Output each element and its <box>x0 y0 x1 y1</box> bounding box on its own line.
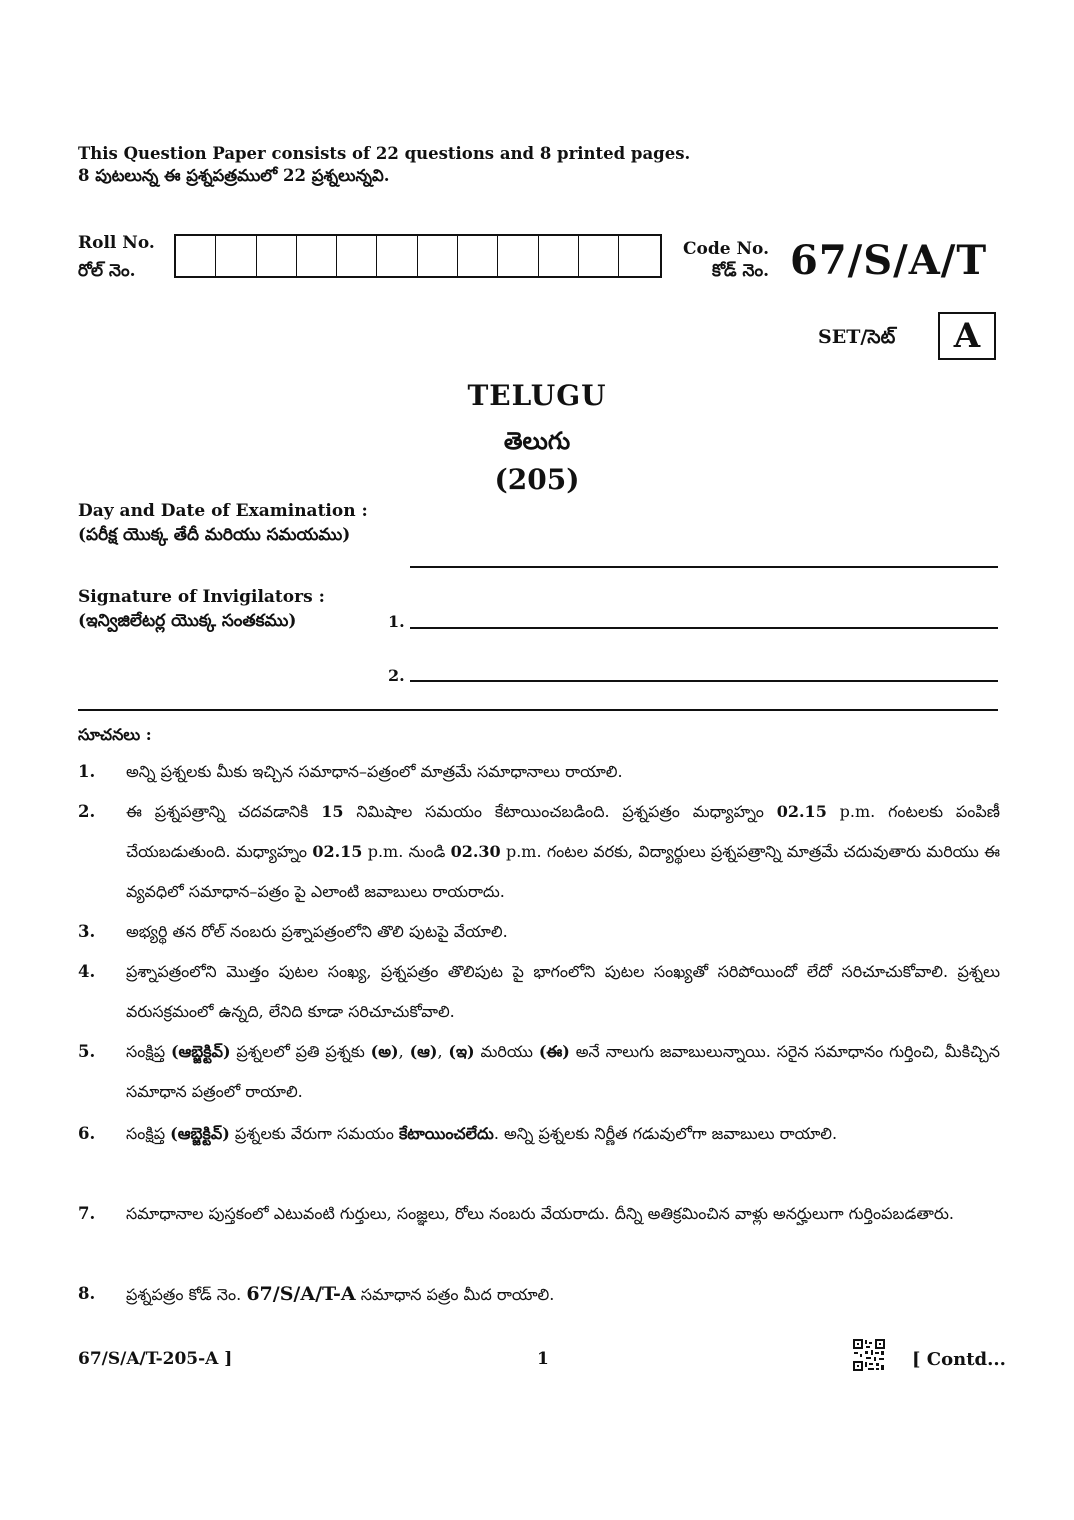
roll-number-label <box>78 229 155 285</box>
invigilators-label-telugu: (ఇన్విజిలేటర్ల యొక్క సంతకము) <box>78 611 297 631</box>
instruction-text: సమాధానాల పుస్తకంలో ఎటువంటి గుర్తులు, సంజ్ఞలు, రోలు నంబరు వేయరాదు. దీన్ని అతిక్రమించిన వాళ్లు అనర్హులుగా గుర్తింపబడతారు. <box>126 1204 954 1223</box>
roll-digit-box[interactable] <box>579 236 619 276</box>
invigilator-2-signature-line[interactable] <box>410 680 998 682</box>
roll-digit-box[interactable] <box>458 236 498 276</box>
subject-title-english: TELUGU <box>467 379 607 412</box>
code-label-telugu: కోడ్ నెం. <box>712 261 769 281</box>
qr-code-icon <box>852 1338 886 1372</box>
instruction-number: 8. <box>78 1284 96 1303</box>
instruction-text: సంక్షిప్త (ఆబ్జెక్టివ్) ప్రశ్నలకు వేరుగా సమయం కేటాయించలేదు. అన్ని ప్రశ్నలకు నిర్ణీత గడువులోగా జవాబులు రాయాలి. <box>126 1124 838 1143</box>
instruction-number: 2. <box>78 802 96 821</box>
subject-title-telugu: తెలుగు <box>503 426 571 455</box>
roll-number-boxes[interactable] <box>174 234 662 278</box>
instruction-text: ప్రశ్నపత్రం కోడ్ నెం. 67/S/A/T-A సమాధాన పత్రం మీద రాయాలి. <box>126 1283 555 1305</box>
roll-digit-box[interactable] <box>377 236 417 276</box>
roll-digit-box[interactable] <box>297 236 337 276</box>
instruction-text: అభ్యర్థి తన రోల్ నంబరు ప్రశ్నాపత్రంలోని తొలి పుటపై వేయాలి. <box>126 922 508 941</box>
footer-paper-code: 67/S/A/T-205-A ] <box>78 1349 233 1369</box>
instruction-number: 4. <box>78 962 96 981</box>
invigilator-1-signature-line[interactable] <box>410 627 998 629</box>
code-number-label <box>683 238 769 282</box>
invigilators-label <box>78 585 325 633</box>
set-label: SET/సెట్ <box>818 326 896 348</box>
code-label-english: Code No. <box>683 239 769 259</box>
instruction-text: అన్ని ప్రశ్నలకు మీకు ఇచ్చిన సమాధాన–పత్రంలో మాత్రమే సమాధానాలు రాయాలి. <box>126 762 623 781</box>
subject-code: (205) <box>494 463 580 496</box>
set-value-box: A <box>938 312 996 360</box>
roll-digit-box[interactable] <box>539 236 579 276</box>
roll-digit-box[interactable] <box>418 236 458 276</box>
invigilators-label-english: Signature of Invigilators : <box>78 587 325 607</box>
roll-label-english: Roll No. <box>78 233 155 253</box>
instruction-text: ఈ ప్రశ్నపత్రాన్ని చదవడానికి 15 నిమిషాల సమయం కేటాయించబడింది. ప్రశ్నపత్రం మధ్యాహ్నం 02.15 p.m. గంటలకు పంపిణీ చేయబడుతుంది. మధ్యాహ్నం 02.15 p.m. నుండి 02.30 p.m. గంటల వరకు, విద్యార్థులు ప్రశ్నపత్రాన్ని మాత్రమే చదువుతారు మరియు ఈ వ్యవధిలో సమాధాన–పత్రం పై ఎలాంటి జవాబులు రాయరాదు. <box>126 802 1000 901</box>
instruction-number: 7. <box>78 1204 96 1223</box>
instruction-number: 6. <box>78 1124 96 1143</box>
instructions-title: సూచనలు : <box>78 725 152 744</box>
continued-marker: [ Contd... <box>912 1349 1006 1370</box>
roll-digit-box[interactable] <box>619 236 659 276</box>
code-number-value: 67/S/A/T <box>790 237 988 284</box>
roll-digit-box[interactable] <box>337 236 377 276</box>
instruction-number: 5. <box>78 1042 96 1061</box>
invigilator-2-number: 2. <box>388 666 405 685</box>
paper-info <box>78 143 690 187</box>
instruction-text: ప్రశ్నాపత్రంలోని మొత్తం పుటల సంఖ్య, ప్రశ్నపత్రం తొలిపుట పై భాగంలోని పుటల సంఖ్యతో సరిపోయిందో లేదో సరిచూచుకోవాలి. ప్రశ్నలు వరుసక్రమంలో ఉన్నది, లేనిది కూడా సరిచూచుకోవాలి. <box>126 962 1000 1021</box>
roll-digit-box[interactable] <box>216 236 256 276</box>
exam-date-line[interactable] <box>410 566 998 568</box>
instruction-text: సంక్షిప్త (ఆబ్జెక్టివ్) ప్రశ్నలలో ప్రతి ప్రశ్నకు (అ), (ఆ), (ఇ) మరియు (ఈ) అనే నాలుగు జవాబులున్నాయి. సరైన సమాధానం గుర్తించి, మీకిచ్చిన సమాధాన పత్రంలో రాయాలి. <box>126 1042 1000 1101</box>
instruction-number: 1. <box>78 762 96 781</box>
paper-info-english: This Question Paper consists of 22 questions and 8 printed pages. <box>78 144 691 163</box>
roll-digit-box[interactable] <box>498 236 538 276</box>
roll-digit-box[interactable] <box>257 236 297 276</box>
roll-digit-box[interactable] <box>176 236 216 276</box>
exam-date-label-telugu: (పరీక్ష యొక్క తేదీ మరియు సమయము) <box>78 525 351 545</box>
section-divider <box>78 709 998 711</box>
paper-info-telugu: 8 పుటలున్న ఈ ప్రశ్నపత్రములో 22 ప్రశ్నలున్నవి. <box>78 166 390 185</box>
exam-date-label <box>78 499 368 547</box>
roll-label-telugu: రోల్ నెం. <box>78 261 136 281</box>
page-number: 1 <box>537 1349 549 1369</box>
exam-date-label-english: Day and Date of Examination : <box>78 501 368 521</box>
invigilator-1-number: 1. <box>388 612 405 631</box>
instruction-number: 3. <box>78 922 96 941</box>
